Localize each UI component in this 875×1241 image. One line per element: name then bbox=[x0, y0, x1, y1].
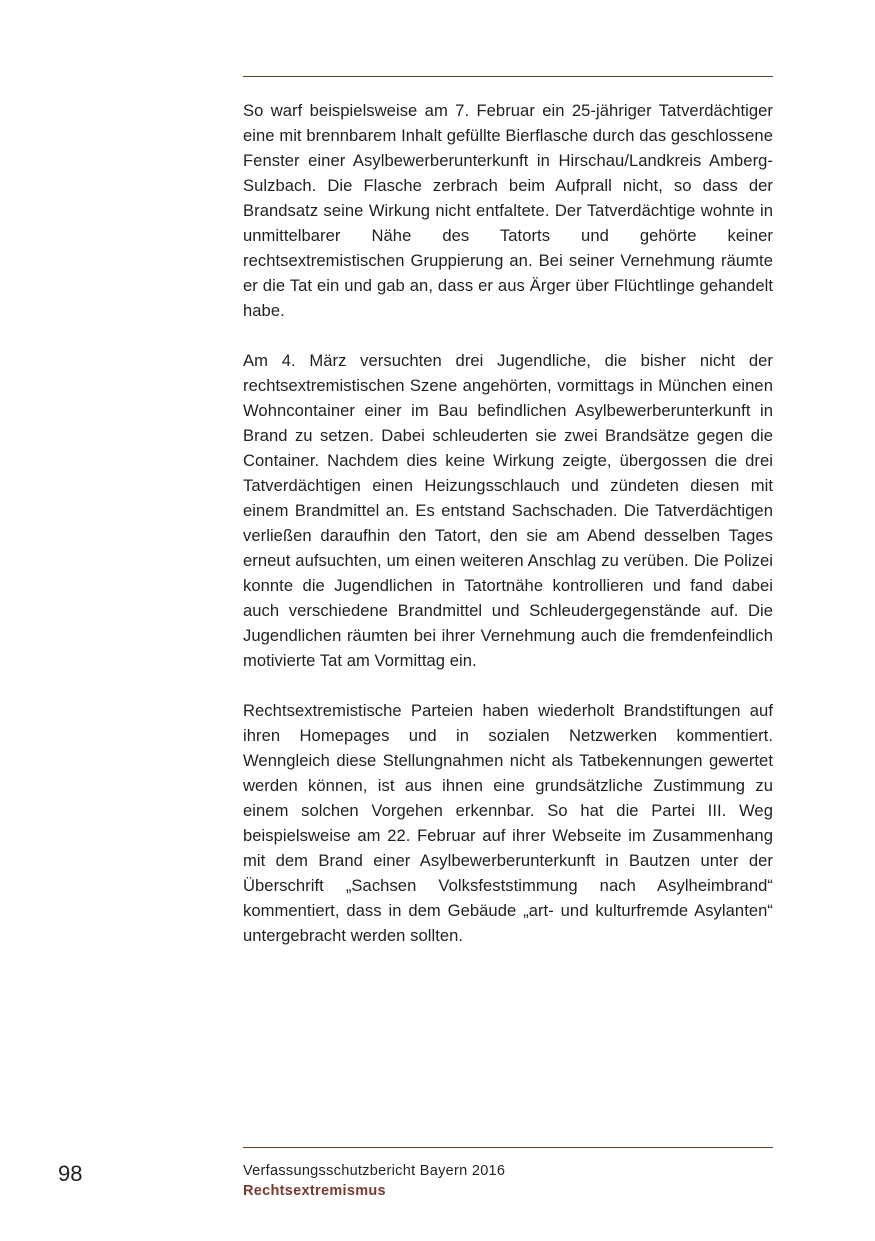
paragraph-party-comments: Rechtsextremistische Parteien haben wiederholt Brandstiftungen auf ihren Homepages und in sozialen Netzwerken kommentiert. Wenngleich diese Stellungnahmen nicht als Tatbekennungen gewertet werden können, ist aus ihnen eine grundsätzliche Zustimmung zu einem solchen Vorgehen erkennbar. So hat die Partei III. Weg beispielsweise am 22. Februar auf ihrer Webseite im Zusammenhang mit dem Brand einer Asylbewerberunterkunft in Bautzen unter der Überschrift „Sachsen Volksfeststimmung nach Asylheimbrand“ kommentiert, dass in dem Gebäude „art- und kulturfremde Asylanten“ untergebracht werden sollten. bbox=[243, 701, 773, 945]
footer-section-title: Rechtsextremismus bbox=[243, 1183, 386, 1199]
footer-divider bbox=[243, 1147, 773, 1148]
body-text bbox=[243, 98, 773, 973]
footer-publication-title: Verfassungsschutzbericht Bayern 2016 bbox=[243, 1163, 506, 1179]
header-divider bbox=[243, 76, 773, 77]
page-number: 98 bbox=[58, 1161, 83, 1186]
paragraph-hirschau-incident: So warf beispielsweise am 7. Februar ein 25-jähriger Tatverdächtiger eine mit brennbarem Inhalt gefüllte Bierflasche durch das geschlossene Fenster einer Asylbewerberunterkunft in Hirschau/Landkreis Amberg-Sulzbach. Die Flasche zerbrach beim Aufprall nicht, so dass der Brandsatz seine Wirkung nicht entfaltete. Der Tatverdächtige wohnte in unmittelbarer Nähe des Tatorts und gehörte keiner rechtsextremistischen Gruppierung an. Bei seiner Vernehmung räumte er die Tat ein und gab an, dass er aus Ärger über Flüchtlinge gehandelt habe. bbox=[243, 101, 773, 320]
paragraph-munich-incident: Am 4. März versuchten drei Jugendliche, die bisher nicht der rechtsextremistischen Szene angehörten, vormittags in München einen Wohncontainer einer im Bau befindlichen Asylbewerberunterkunft in Brand zu setzen. Dabei schleuderten sie zwei Brandsätze gegen die Container. Nachdem dies keine Wirkung zeigte, übergossen die drei Tatverdächtigen einen Heizungsschlauch und zündeten diesen mit einem Brandmittel an. Es entstand Sachschaden. Die Tatverdächtigen verließen daraufhin den Tatort, den sie am Abend desselben Tages erneut aufsuchten, um einen weiteren Anschlag zu verüben. Die Polizei konnte die Jugendlichen in Tatortnähe kontrollieren und fand dabei auch verschiedene Brandmittel und Schleudergegenstände auf. Die Jugendlichen räumten bei ihrer Vernehmung auch die fremdenfeindlich motivierte Tat am Vormittag ein. bbox=[243, 351, 773, 670]
